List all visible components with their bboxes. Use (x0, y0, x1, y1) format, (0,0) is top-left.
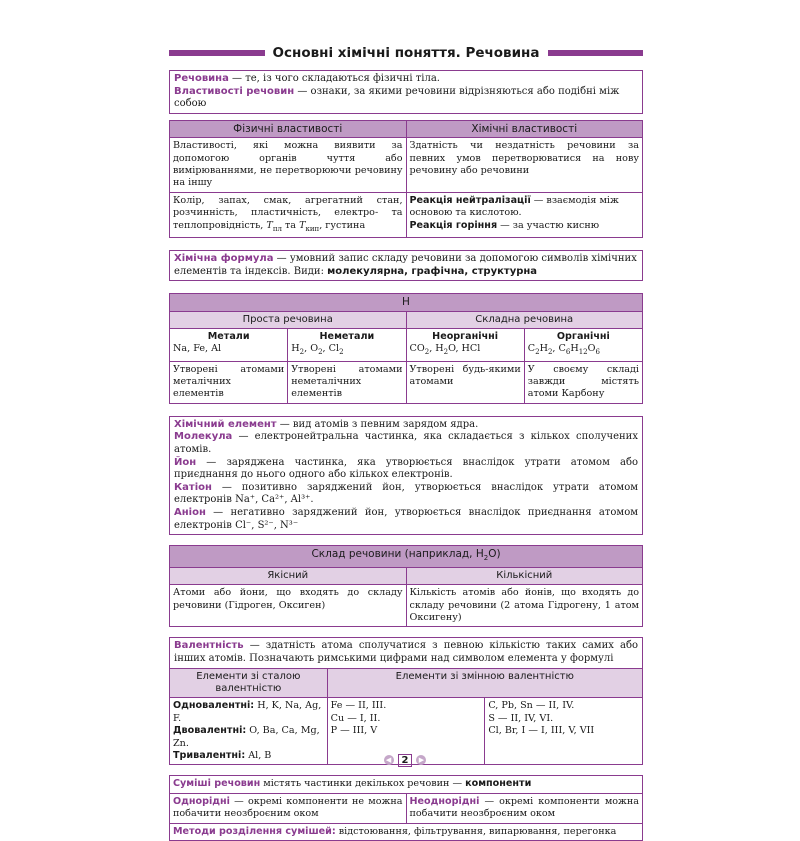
atoms-box: Хімічний елемент — вид атомів з певним зарядом ядра. Молекула — електронейтральна частинка, яка складається з кількох сполучених атомів. Йон — заряджена частинка, яка утворюється внаслідок утрати атомом або приєднання до нього одного або кількох електронів. Катіон — позитивно заряджений йон, утворюється внаслідок утрати атомом електронів Na⁺, Ca²⁺, Al³⁺. Аніон — негативно заряджений йон, утворюється внаслідок приєднання атомом електронів Cl⁻, S²⁻, N³⁻ (169, 416, 643, 535)
term-properties: Властивості речовин (174, 85, 295, 97)
desc-nonmetals: Утворені атомами неметалічних елементів (288, 361, 406, 403)
mixtures-table (169, 775, 643, 841)
term-substance: Речовина (174, 73, 229, 84)
header-quantitative: Кількісний (406, 567, 643, 584)
term-valence: Валентність (174, 640, 244, 652)
var-valence-list-2: C, Pb, Sn — II, IV. S — II, IV, VI. Cl, Br, I — I, III, V, VII (485, 698, 643, 765)
header-substances: H (170, 294, 643, 311)
desc-qualitative: Атоми або йони, що входять до складу речовини (Гідроген, Оксиген) (170, 585, 407, 627)
title-row (169, 42, 643, 64)
formula-box (169, 250, 643, 281)
header-complex: Складна речовина (406, 311, 643, 328)
def-properties: — ознаки, за якими речовини відрізняються або подібні між собою (174, 85, 620, 110)
desc-quantitative: Кількість атомів або йонів, що входять до складу речовини (2 атома Гідрогену, 1 атом Оксигену) (406, 585, 643, 627)
definitions-box (169, 70, 643, 114)
page-number: 2 (398, 754, 413, 767)
var-valence-list-1: Fe — II, III. Cu — I, II. P — III, V (327, 698, 485, 765)
physical-examples: Колір, запах, смак, агрегатний стан, розчинність, пластичність, електро- та теплопровідність, $T_{пл}$ та $T_{кип}$, густина (170, 192, 407, 237)
substances-table (169, 293, 643, 404)
const-valence-list: Одновалентні: H, K, Na, Ag, F. Двовалентні: O, Ba, Ca, Mg, Zn. Тривалентні: Al, B (170, 698, 328, 765)
term-element: Хімічний елемент (174, 418, 277, 430)
chemical-examples: Реакція нейтралізації — взаємодія між основою та кислотою. Реакція горіння — за участю кисню (406, 192, 643, 237)
desc-organic: У своєму складі завжди містять атоми Карбону (524, 361, 642, 403)
page-title: Основні хімічні поняття. Речовина (272, 45, 540, 61)
cell-nonmetals: Неметали $H_2$, $O_2$, $Cl_2$ (288, 328, 406, 361)
page-footer (380, 752, 430, 768)
title-bar-right (548, 50, 644, 56)
header-const-valence: Елементи зі сталою валентністю (170, 668, 328, 698)
def-substance: — те, із чого складаються фізичні тіла. (228, 73, 440, 84)
prev-arrow-icon[interactable]: ◀ (384, 755, 394, 765)
term-cation: Катіон (174, 481, 212, 493)
def-formula: — умовний запис складу речовини за допомогою символів хімічних елементів та індексів. Види: (174, 252, 637, 277)
valence-table (169, 668, 643, 766)
chemical-def: Здатність чи нездатність речовини за певних умов перетворюватися на нову речовину або речовини (406, 138, 643, 193)
cell-metals: Метали Na, Fe, Al (170, 328, 288, 361)
heterogeneous-def: Неоднорідні — окремі компоненти можна побачити неозброєним оком (406, 793, 643, 823)
header-qualitative: Якісний (170, 567, 407, 584)
formula-kinds: молекулярна, графічна, структурна (327, 265, 538, 277)
desc-inorganic: Утворені будь-якими атомами (406, 361, 524, 403)
cell-inorganic: Неорганічні $CO_2$, $H_2O$, HCl (406, 328, 524, 361)
homogeneous-def: Однорідні — окремі компоненти не можна побачити неозброєним оком (170, 793, 407, 823)
def-valence: — здатність атома сполучатися з певною кількістю таких самих або інших атомів. Позначають римськими цифрами над символом елемента у формулі (174, 640, 638, 664)
composition-table (169, 545, 643, 627)
next-arrow-icon[interactable]: ▶ (416, 755, 426, 765)
term-molecule: Молекула (174, 431, 233, 443)
term-anion: Аніон (174, 507, 206, 519)
mixtures-def: Суміші речовин містять частинки декількох речовин — компоненти (170, 776, 643, 793)
header-var-valence: Елементи зі змінною валентністю (327, 668, 642, 698)
physical-def: Властивості, які можна виявити за допомогою органів чуття або вимірюваннями, не перетворюючи речовину на іншу (170, 138, 407, 193)
valence-box (169, 637, 643, 667)
desc-metals: Утворені атомами металічних елементів (170, 361, 288, 403)
header-chemical: Хімічні властивості (406, 120, 643, 137)
header-physical: Фізичні властивості (170, 120, 407, 137)
term-formula: Хімічна формула (174, 252, 274, 264)
header-simple: Проста речовина (170, 311, 407, 328)
header-composition: Склад речовини (наприклад, $H_2O$) (170, 546, 643, 568)
term-ion: Йон (174, 456, 197, 468)
cell-organic: Органічні $C_2H_2$, $C_6H_{12}O_6$ (524, 328, 642, 361)
properties-table (169, 120, 643, 238)
title-bar-left (169, 50, 265, 56)
separation-methods: Методи розділення сумішей: відстоювання, фільтрування, випарювання, перегонка (170, 823, 643, 840)
page (169, 42, 643, 841)
